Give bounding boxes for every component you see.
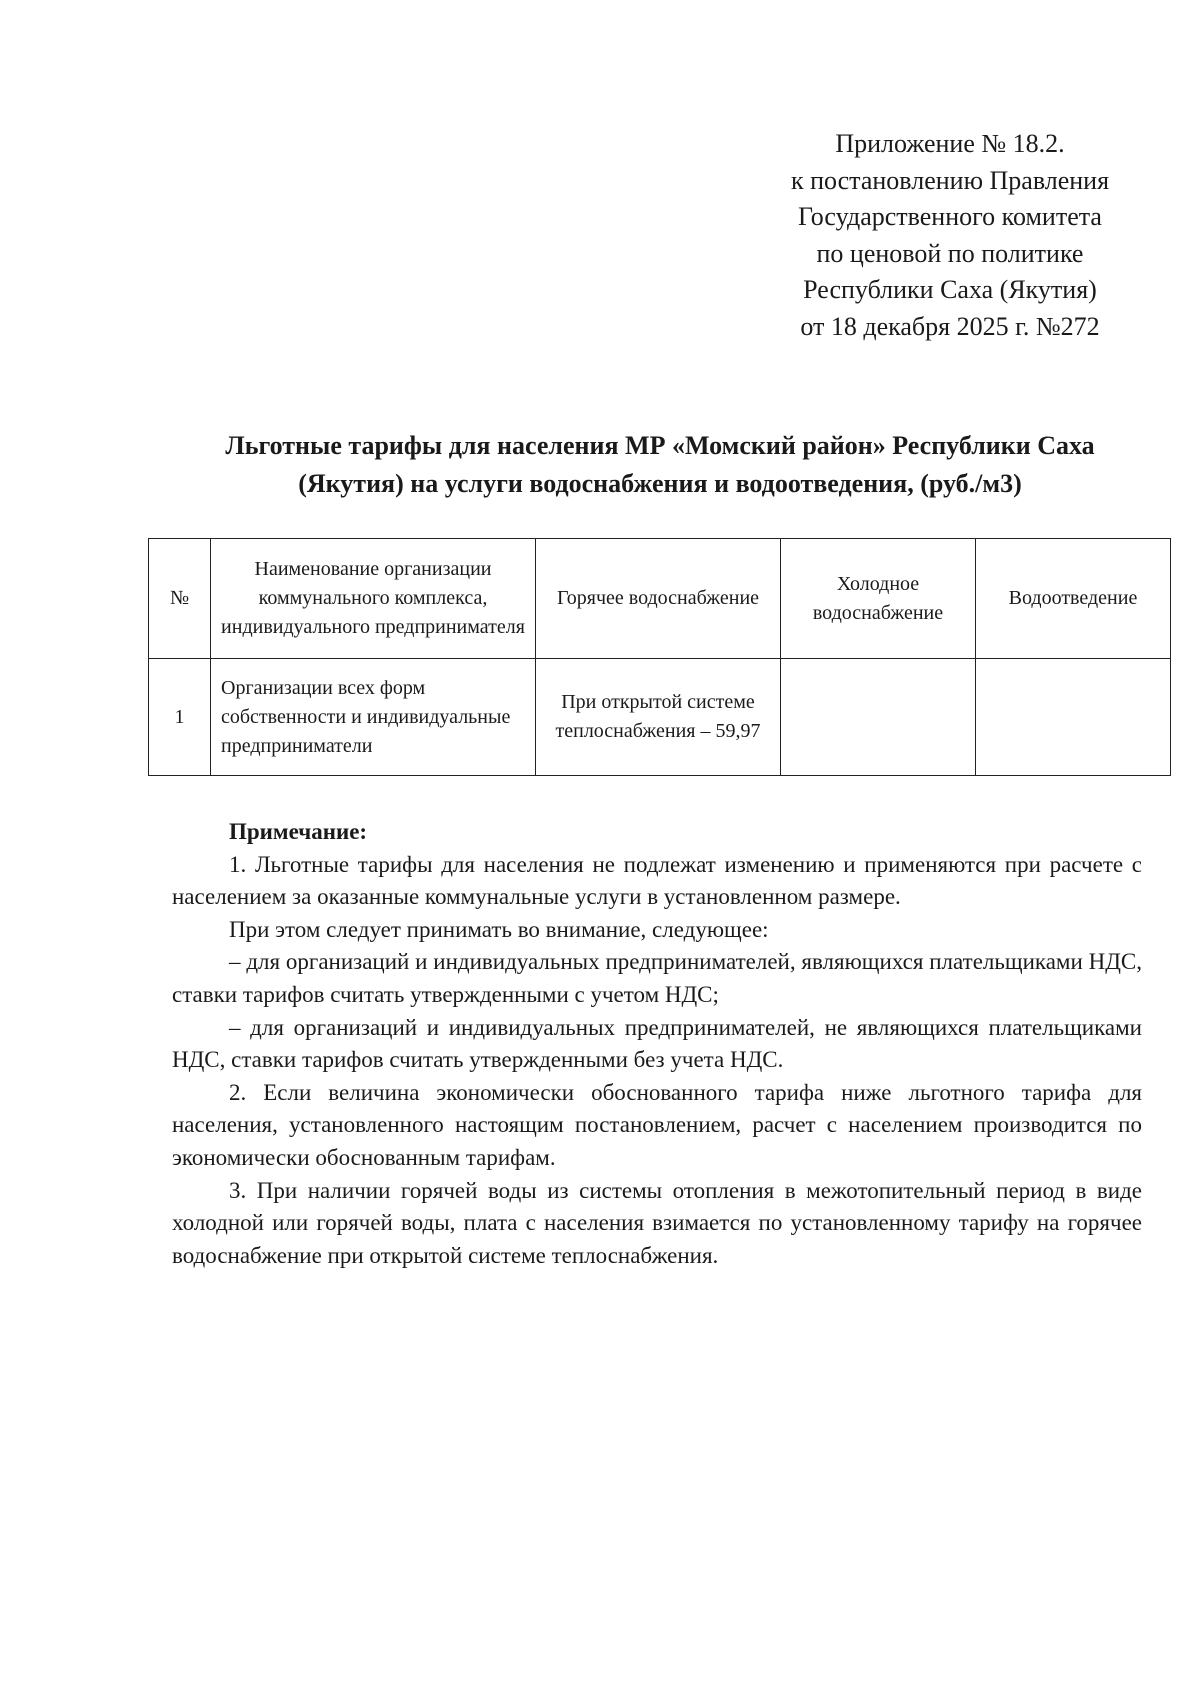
note-paragraph: – для организаций и индивидуальных предпринимателей, являющихся плательщиками НДС, ставки тарифов считать утвержденными с учетом НДС; [172, 949, 1142, 1007]
appendix-block [760, 126, 1140, 346]
note-paragraph: 1. Льготные тарифы для населения не подлежат изменению и применяются при расчете с населением за оказанные коммунальные услуги в установленном размере. [172, 851, 1142, 910]
title-line-1: Льготные тарифы для населения МР «Момский район» Республики Саха [225, 431, 1095, 460]
table-header-row [149, 539, 1171, 659]
title-line-2: (Якутия) на услуги водоснабжения и водоотведения, (руб./м3) [298, 469, 1022, 498]
header-sewerage: Водоотведение [976, 539, 1171, 659]
note-paragraph: 2. Если величина экономически обоснованного тарифа ниже льготного тарифа для населения, установленного настоящим постановлением, расчет с населением производится по экономически обоснованным тарифам. [172, 1079, 1142, 1170]
header-hot-water: Горячее водоснабжение [536, 539, 781, 659]
header-org: Наименование организации коммунального комплекса, индивидуального предпринимателя [211, 539, 536, 659]
note-paragraph: 3. При наличии горячей воды из системы отопления в межотопительный период в виде холодной или горячей воды, плата с населения взимается по установленному тарифу на горячее водоснабжение при открытой системе теплоснабжения. [172, 1177, 1142, 1268]
cell-hot-water: При открытой системе теплоснабжения – 59,97 [536, 659, 781, 776]
cell-org: Организации всех форм собственности и индивидуальные предприниматели [211, 659, 536, 776]
notes-section [172, 816, 1142, 1272]
appendix-line: Республики Саха (Якутия) [803, 275, 1097, 305]
table-row [149, 659, 1171, 776]
cell-cold-water [781, 659, 976, 776]
appendix-line: к постановлению Правления [790, 165, 1110, 195]
appendix-line: Государственного комитета [798, 202, 1102, 232]
header-cold-water: Холодное водоснабжение [781, 539, 976, 659]
appendix-line: по ценовой по политике [816, 238, 1084, 268]
notes-title: Примечание: [229, 819, 368, 844]
cell-sewerage [976, 659, 1171, 776]
appendix-line: от 18 декабря 2025 г. №272 [800, 311, 1100, 341]
cell-num: 1 [149, 659, 211, 776]
tariffs-table [148, 538, 1171, 776]
document-title [120, 427, 1200, 503]
note-paragraph: – для организаций и индивидуальных предпринимателей, не являющихся плательщиками НДС, ставки тарифов считать утвержденными без учета НДС. [172, 1014, 1142, 1073]
header-num: № [149, 539, 211, 659]
note-paragraph: При этом следует принимать во внимание, следующее: [229, 916, 769, 942]
appendix-line: Приложение № 18.2. [835, 129, 1065, 158]
